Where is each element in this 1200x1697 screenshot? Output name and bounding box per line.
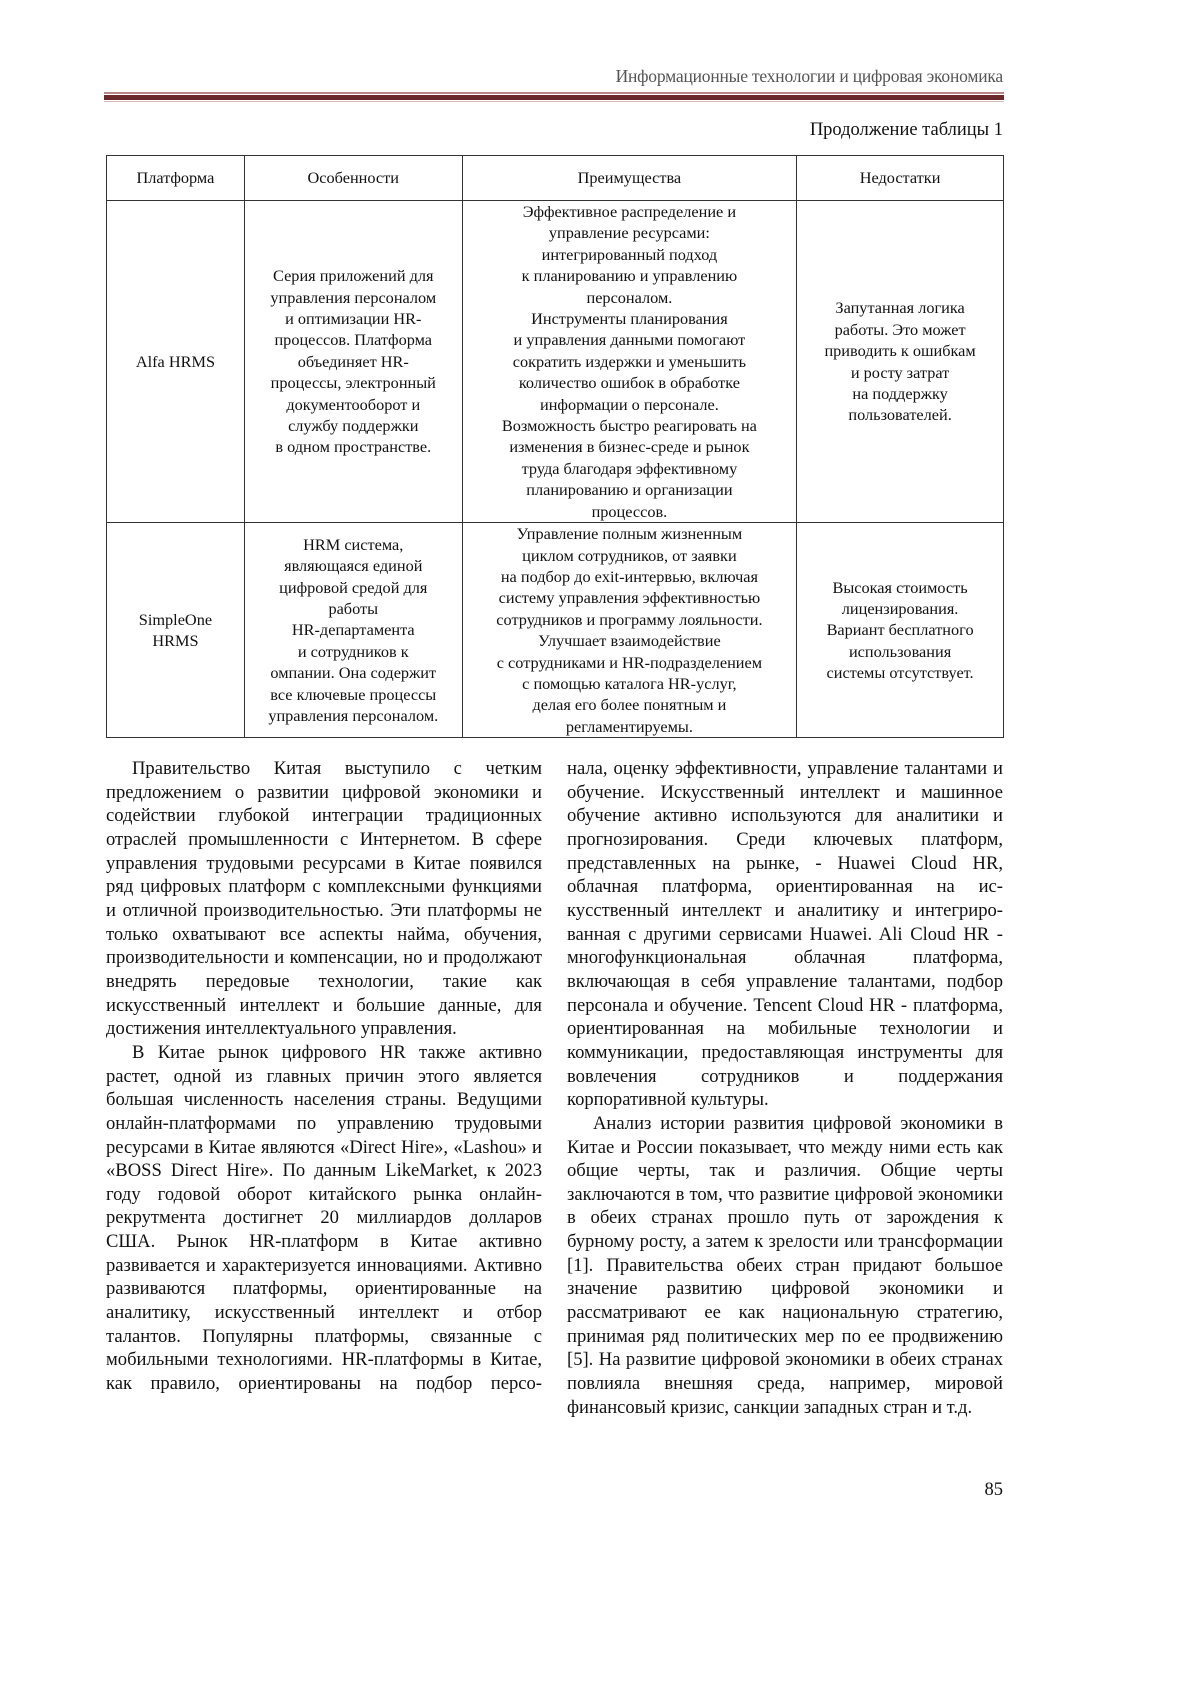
header-rule bbox=[104, 92, 1004, 94]
cell-platform: Alfa HRMS bbox=[107, 201, 245, 523]
comparison-table bbox=[106, 155, 1004, 738]
cell-features: Серия приложений для управления персоналом и оптимизации HR- процессов. Платформа объединяет HR- процессы, электронный документооборот и службу поддержки в одном пространстве. bbox=[244, 201, 462, 523]
cell-advantages: Управление полным жизненным циклом сотрудников, от заявки на подбор до exit-интервью, включая систему управления эффективностью сотрудников и программу лояльности. Улучшает взаимодействие с сотрудниками и HR-подразделением с помощью каталога HR-услуг, делая его более понятным и регламентируемы. bbox=[462, 523, 797, 738]
cell-drawbacks: Запутанная логика работы. Это может приводить к ошибкам и росту затрат на поддержку пользователей. bbox=[797, 201, 1004, 523]
body-column-right bbox=[567, 757, 1003, 1419]
cell-drawbacks: Высокая стоимость лицензирования. Вариант бесплатного использования системы отсутствует. bbox=[797, 523, 1004, 738]
header-drawbacks: Недостатки bbox=[797, 156, 1004, 201]
cell-advantages: Эффективное распределение и управление ресурсами: интегрированный подход к планированию и управлению персоналом. Инструменты планирования и управления данными помогают сократить издержки и уменьшить количество ошибок в обработке информации о персонале. Возможность быстро реагировать на изменения в бизнес-среде и рынок труда благодаря эффективному планированию и организации процессов. bbox=[462, 201, 797, 523]
header-platform: Платформа bbox=[107, 156, 245, 201]
table-row bbox=[107, 201, 1004, 523]
header-advantages: Преимущества bbox=[462, 156, 797, 201]
header-rule-thick bbox=[104, 95, 1004, 100]
body-column-left bbox=[106, 757, 542, 1396]
table-caption: Продолжение таблицы 1 bbox=[809, 120, 1003, 140]
table-header-row bbox=[107, 156, 1004, 201]
paragraph: Анализ истории развития цифровой экономики в Китае и России показывает, что между ними есть как общие черты, так и различия. Общие черты заключаются в том, что развитие цифровой экономики в обеих странах прошло путь от зарождения к бурному росту, а затем к зрелости или трансформации [1]. Правительства обеих стран придают большое значение развитию цифровой экономики и рассматривают ее как национальную стратегию, принимая ряд политических мер по ее продвижению [5]. На развитие цифровой экономики в обеих странах повлияла внешняя среда, например, мировой финансовый кризис, санкции западных стран и т.д. bbox=[567, 1112, 1003, 1418]
cell-features: HRM система, являющаяся единой цифровой средой для работы HR-департамента и сотрудников к омпании. Она содержит все ключевые процессы управления персоналом. bbox=[244, 523, 462, 738]
table-row bbox=[107, 523, 1004, 738]
cell-platform: SimpleOne HRMS bbox=[107, 523, 245, 738]
page-number: 85 bbox=[984, 1480, 1003, 1500]
paragraph: В Китае рынок цифрового HR также активно растет, одной из главных причин этого является большая численность населения страны. Ведущими онлайн-платформами по управлению трудовыми ресурсами в Китае являются «Direct Hire», «Lashou» и «BOSS Direct Hire». По данным LikeMarket, к 2023 году годовой оборот китайского рынка онлайн-рекрутмента достигнет 20 миллиардов долларов США. Рынок HR-платформ в Китае активно развивается и характеризуется инновациями. Активно развиваются платформы, ориентированные на аналитику, искусственный интеллект и отбор талантов. Популярны платформы, связанные с мобильными технологиями. HR-платформы в Китае, как правило, ориентированы на подбор персо- bbox=[106, 1041, 542, 1395]
running-head: Информационные технологии и цифровая экономика bbox=[615, 66, 1003, 86]
paragraph: нала, оценку эффективности, управление талантами и обучение. Искусственный интеллект и машинное обучение активно используются для аналитики и прогнозирования. Среди ключевых платформ, представленных на рынке, - Huawei Cloud HR, облачная платформа, ориентированная на искусственный интеллект и аналитику и интегрированная с другими сервисами Huawei. Ali Cloud HR - многофункциональная облачная платформа, включающая в себя управление талантами, подбор персонала и обучение. Tencent Cloud HR - платформа, ориентированная на мобильные технологии и коммуникации, предоставляющая инструменты для вовлечения сотрудников и поддержания корпоративной культуры. bbox=[567, 758, 1003, 1111]
paragraph: Правительство Китая выступило с четким предложением о развитии цифровой экономики и содействии глубокой интеграции традиционных отраслей промышленности с Интернетом. В сфере управления трудовыми ресурсами в Китае появился ряд цифровых платформ с комплексными функциями и отличной производительностью. Эти платформы не только охватывают все аспекты найма, обучения, производительности и компенсации, но и продолжают внедрять передовые технологии, такие как искусственный интеллект и большие данные, для достижения интеллектуального управления. bbox=[106, 758, 542, 1040]
header-features: Особенности bbox=[244, 156, 462, 201]
header-rule-thin bbox=[104, 101, 1004, 102]
